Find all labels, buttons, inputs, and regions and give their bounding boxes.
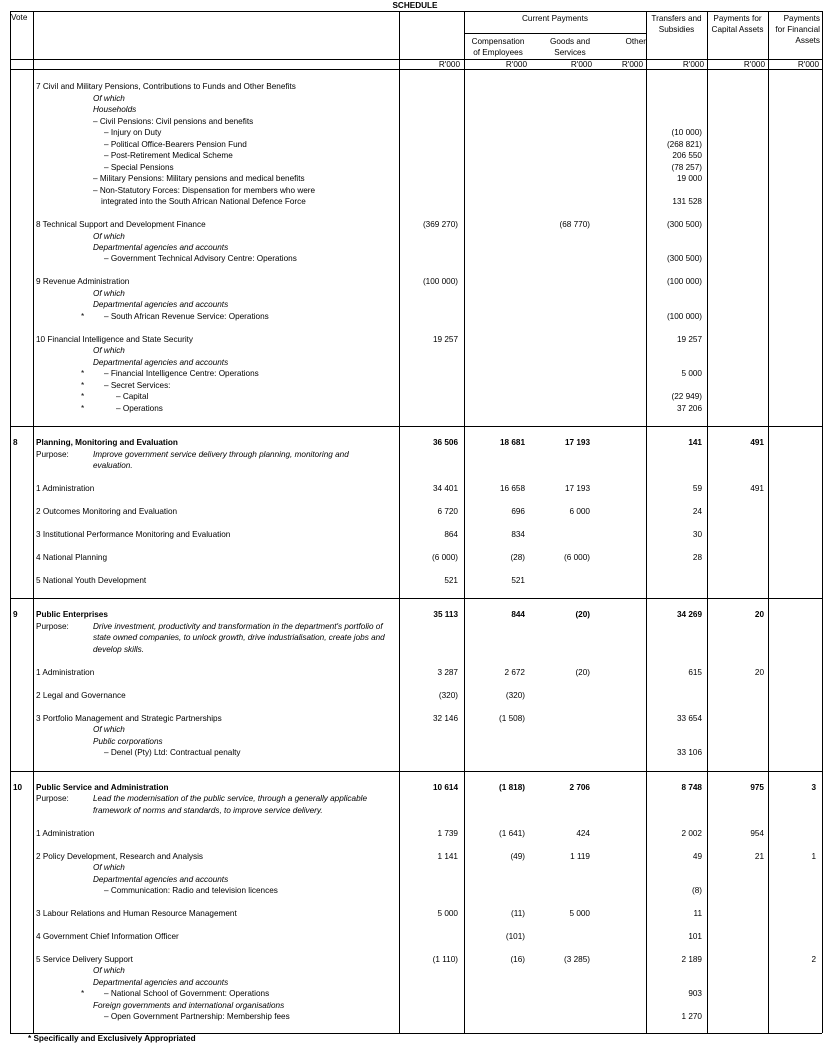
table-row bbox=[0, 127, 830, 139]
row-label: 5 Service Delivery Support bbox=[36, 955, 133, 964]
cell-c1: 19 257 bbox=[432, 335, 458, 344]
cell-c5: 30 bbox=[692, 530, 702, 539]
table-row bbox=[0, 828, 830, 840]
row-label: – Denel (Pty) Ltd: Contractual penalty bbox=[104, 748, 241, 757]
header-fin-line3: Assets bbox=[795, 36, 820, 45]
cell-c3: 17 193 bbox=[564, 438, 590, 447]
table-row bbox=[0, 276, 830, 288]
table-row bbox=[0, 116, 830, 128]
unit-financial: R'000 bbox=[797, 60, 819, 69]
cell-c2: 16 658 bbox=[499, 484, 525, 493]
cell-c5: 2 189 bbox=[681, 955, 702, 964]
cell-c1: (1 110) bbox=[432, 955, 458, 964]
table-row bbox=[0, 690, 830, 702]
cell-c7: 2 bbox=[811, 955, 816, 964]
cell-c5: 33 106 bbox=[676, 748, 702, 757]
purpose-text: framework of norms and standards, to improve service delivery. bbox=[93, 806, 323, 815]
cell-c3: 424 bbox=[576, 829, 590, 838]
row-label: Public Enterprises bbox=[36, 610, 108, 619]
cell-c5: 206 550 bbox=[672, 151, 702, 160]
cell-c5: (268 821) bbox=[666, 140, 702, 149]
purpose-text: state owned companies, to unlock growth, drive industrialisation, create jobs and bbox=[93, 633, 385, 642]
table-row bbox=[0, 805, 830, 817]
cell-c1: (320) bbox=[438, 691, 458, 700]
cell-c5: 33 654 bbox=[676, 714, 702, 723]
header-other: Other bbox=[625, 37, 646, 46]
cell-c2: (101) bbox=[505, 932, 525, 941]
header-transfers-line2: Subsidies bbox=[658, 25, 695, 34]
cell-c1: 3 287 bbox=[437, 668, 458, 677]
cell-c3: (20) bbox=[575, 610, 590, 619]
header-capital-line2: Capital Assets bbox=[711, 25, 764, 34]
table-row bbox=[0, 460, 830, 472]
cell-c5: (300 500) bbox=[666, 220, 702, 229]
row-label: – Special Pensions bbox=[104, 163, 174, 172]
row-label: Departmental agencies and accounts bbox=[93, 978, 229, 987]
table-row bbox=[0, 311, 830, 323]
table-row bbox=[0, 380, 830, 392]
row-label: 9 Revenue Administration bbox=[36, 277, 130, 286]
row-label: 2 Legal and Governance bbox=[36, 691, 126, 700]
table-row bbox=[0, 793, 830, 805]
appropriation-marker: * bbox=[81, 369, 85, 378]
cell-c5: 8 748 bbox=[681, 783, 702, 792]
cell-c3: 6 000 bbox=[569, 507, 590, 516]
table-row bbox=[0, 747, 830, 759]
cell-c5: 101 bbox=[688, 932, 702, 941]
cell-c1: 1 141 bbox=[437, 852, 458, 861]
table-row bbox=[0, 104, 830, 116]
row-label: Public Service and Administration bbox=[36, 783, 169, 792]
cell-c5: (10 000) bbox=[671, 128, 702, 137]
table-row bbox=[0, 253, 830, 265]
table-row bbox=[0, 391, 830, 403]
header-comp-line2: of Employees bbox=[473, 48, 523, 57]
cell-c6: 975 bbox=[750, 783, 764, 792]
cell-c6: 491 bbox=[750, 438, 764, 447]
purpose-text: Improve government service delivery through planning, monitoring and bbox=[93, 450, 349, 459]
cell-c3: (3 285) bbox=[564, 955, 590, 964]
row-label: integrated into the South African National Defence Force bbox=[101, 197, 306, 206]
purpose-label: Purpose: bbox=[36, 450, 69, 459]
cell-c1: 5 000 bbox=[437, 909, 458, 918]
table-row bbox=[0, 449, 830, 461]
table-row bbox=[0, 231, 830, 243]
row-label: Departmental agencies and accounts bbox=[93, 358, 229, 367]
cell-c3: 1 119 bbox=[570, 852, 590, 861]
table-row bbox=[0, 632, 830, 644]
row-label: – Capital bbox=[116, 392, 149, 401]
cell-c5: 37 206 bbox=[676, 404, 702, 413]
cell-c3: 2 706 bbox=[569, 783, 590, 792]
vote-number: 9 bbox=[13, 610, 18, 619]
table-row bbox=[0, 954, 830, 966]
header-current-payments: Current Payments bbox=[522, 14, 588, 23]
unit-total: R'000 bbox=[438, 60, 460, 69]
table-row bbox=[0, 713, 830, 725]
cell-c6: 20 bbox=[754, 610, 764, 619]
header-transfers-line1: Transfers and bbox=[651, 14, 702, 23]
unit-transfers: R'000 bbox=[682, 60, 704, 69]
cell-c5: 59 bbox=[692, 484, 702, 493]
table-row bbox=[0, 196, 830, 208]
cell-c5: 49 bbox=[692, 852, 702, 861]
cell-c5: (22 949) bbox=[671, 392, 702, 401]
cell-c2: (28) bbox=[510, 553, 525, 562]
cell-c5: 34 269 bbox=[676, 610, 702, 619]
row-label: Departmental agencies and accounts bbox=[93, 300, 229, 309]
row-label: Of which bbox=[93, 863, 125, 872]
cell-c2: 834 bbox=[511, 530, 525, 539]
cell-c2: (1 641) bbox=[499, 829, 525, 838]
table-row bbox=[0, 345, 830, 357]
table-row bbox=[0, 483, 830, 495]
row-label: 2 Policy Development, Research and Analysis bbox=[36, 852, 204, 861]
cell-c5: 19 000 bbox=[676, 174, 702, 183]
table-row bbox=[0, 1011, 830, 1023]
header-comp-line1: Compensation bbox=[471, 37, 525, 46]
row-label: – South African Revenue Service: Operations bbox=[104, 312, 269, 321]
cell-c5: 903 bbox=[688, 989, 702, 998]
table-row bbox=[0, 965, 830, 977]
cell-c3: (6 000) bbox=[564, 553, 590, 562]
row-label: 1 Administration bbox=[36, 484, 95, 493]
row-label: 10 Financial Intelligence and State Security bbox=[36, 335, 194, 344]
row-label: 3 Institutional Performance Monitoring and Evaluation bbox=[36, 530, 231, 539]
table-row bbox=[0, 219, 830, 231]
header-fin-line1: Payments bbox=[783, 14, 820, 23]
cell-c1: 1 739 bbox=[437, 829, 458, 838]
table-row bbox=[0, 782, 830, 794]
purpose-text: develop skills. bbox=[93, 645, 144, 654]
row-label: – Secret Services: bbox=[104, 381, 171, 390]
row-label: Of which bbox=[93, 232, 125, 241]
purpose-text: Drive investment, productivity and transformation in the department's portfolio of bbox=[93, 622, 383, 631]
cell-c5: 19 257 bbox=[676, 335, 702, 344]
cell-c1: 10 614 bbox=[432, 783, 458, 792]
cell-c2: (49) bbox=[510, 852, 525, 861]
row-label: 7 Civil and Military Pensions, Contributions to Funds and Other Benefits bbox=[36, 82, 296, 91]
row-label: – Military Pensions: Military pensions and medical benefits bbox=[93, 174, 305, 183]
vote-number: 8 bbox=[13, 438, 18, 447]
row-label: Planning, Monitoring and Evaluation bbox=[36, 438, 178, 447]
cell-c7: 1 bbox=[811, 852, 816, 861]
cell-c5: 11 bbox=[693, 909, 702, 918]
cell-c2: (320) bbox=[505, 691, 525, 700]
table-row bbox=[0, 173, 830, 185]
cell-c6: 21 bbox=[754, 852, 764, 861]
cell-c5: (78 257) bbox=[671, 163, 702, 172]
table-row bbox=[0, 736, 830, 748]
schedule-title: SCHEDULE bbox=[392, 1, 438, 10]
cell-c5: 2 002 bbox=[681, 829, 702, 838]
cell-c1: 32 146 bbox=[432, 714, 458, 723]
table-row bbox=[0, 242, 830, 254]
cell-c2: (1 818) bbox=[499, 783, 525, 792]
header-vote: Vote bbox=[11, 13, 28, 22]
cell-c1: (100 000) bbox=[422, 277, 458, 286]
purpose-text: evaluation. bbox=[93, 461, 133, 470]
table-row bbox=[0, 368, 830, 380]
row-label: Of which bbox=[93, 346, 125, 355]
footnote: * Specifically and Exclusively Appropriated bbox=[28, 1034, 196, 1043]
cell-c5: (100 000) bbox=[666, 312, 702, 321]
table-row bbox=[0, 851, 830, 863]
row-label: 8 Technical Support and Development Finance bbox=[36, 220, 206, 229]
unit-goods: R'000 bbox=[570, 60, 592, 69]
cell-c2: 521 bbox=[511, 576, 525, 585]
cell-c5: (300 500) bbox=[666, 254, 702, 263]
purpose-label: Purpose: bbox=[36, 622, 69, 631]
header-fin-line2: for Financial bbox=[775, 25, 820, 34]
table-row bbox=[0, 1000, 830, 1012]
cell-c3: 5 000 bbox=[569, 909, 590, 918]
purpose-text: Lead the modernisation of the public service, through a generally applicable bbox=[93, 794, 368, 803]
cell-c1: 36 506 bbox=[432, 438, 458, 447]
row-label: – Communication: Radio and television licences bbox=[104, 886, 278, 895]
cell-c2: 844 bbox=[511, 610, 525, 619]
table-row bbox=[0, 621, 830, 633]
table-row bbox=[0, 150, 830, 162]
appropriation-marker: * bbox=[81, 312, 85, 321]
table-row bbox=[0, 334, 830, 346]
table-row bbox=[0, 437, 830, 449]
row-label: 1 Administration bbox=[36, 829, 95, 838]
vote-number: 10 bbox=[13, 783, 23, 792]
table-row bbox=[0, 162, 830, 174]
table-row bbox=[0, 908, 830, 920]
row-label: – Non-Statutory Forces: Dispensation for members who were bbox=[93, 186, 316, 195]
row-label: Of which bbox=[93, 289, 125, 298]
cell-c1: (369 270) bbox=[422, 220, 458, 229]
cell-c3: (68 770) bbox=[559, 220, 590, 229]
row-label: – Open Government Partnership: Membership fees bbox=[104, 1012, 290, 1021]
cell-c2: (16) bbox=[510, 955, 525, 964]
row-label: Of which bbox=[93, 725, 125, 734]
row-label: – National School of Government: Operations bbox=[104, 989, 270, 998]
unit-comp: R'000 bbox=[505, 60, 527, 69]
row-label: – Injury on Duty bbox=[104, 128, 162, 137]
cell-c1: 521 bbox=[444, 576, 458, 585]
table-row bbox=[0, 357, 830, 369]
table-row bbox=[0, 874, 830, 886]
header-capital-line1: Payments for bbox=[713, 14, 762, 23]
cell-c1: (6 000) bbox=[432, 553, 458, 562]
row-label: – Civil Pensions: Civil pensions and benefits bbox=[93, 117, 254, 126]
table-row bbox=[0, 575, 830, 587]
table-row bbox=[0, 862, 830, 874]
cell-c1: 34 401 bbox=[432, 484, 458, 493]
row-label: Public corporations bbox=[93, 737, 163, 746]
cell-c5: 24 bbox=[692, 507, 702, 516]
cell-c6: 491 bbox=[750, 484, 764, 493]
row-label: 4 Government Chief Information Officer bbox=[36, 932, 179, 941]
table-row bbox=[0, 506, 830, 518]
cell-c2: 696 bbox=[511, 507, 525, 516]
cell-c5: 131 528 bbox=[672, 197, 702, 206]
table-row bbox=[0, 185, 830, 197]
row-label: – Political Office-Bearers Pension Fund bbox=[104, 140, 247, 149]
cell-c6: 20 bbox=[754, 668, 764, 677]
table-row bbox=[0, 403, 830, 415]
header-goods-line2: Services bbox=[554, 48, 586, 57]
table-row bbox=[0, 529, 830, 541]
table-row bbox=[0, 139, 830, 151]
appropriation-marker: * bbox=[81, 989, 85, 998]
row-label: – Financial Intelligence Centre: Operations bbox=[104, 369, 259, 378]
table-row bbox=[0, 931, 830, 943]
row-label: 3 Portfolio Management and Strategic Partnerships bbox=[36, 714, 222, 723]
cell-c5: 1 270 bbox=[681, 1012, 702, 1021]
table-row bbox=[0, 885, 830, 897]
appropriation-marker: * bbox=[81, 392, 85, 401]
unit-other: R'000 bbox=[621, 60, 643, 69]
table-row bbox=[0, 609, 830, 621]
cell-c5: 141 bbox=[688, 438, 702, 447]
cell-c5: 5 000 bbox=[681, 369, 702, 378]
purpose-label: Purpose: bbox=[36, 794, 69, 803]
cell-c2: 2 672 bbox=[504, 668, 525, 677]
row-label: Departmental agencies and accounts bbox=[93, 243, 229, 252]
row-label: – Government Technical Advisory Centre: Operations bbox=[104, 254, 297, 263]
row-label: Of which bbox=[93, 966, 125, 975]
appropriation-marker: * bbox=[81, 404, 85, 413]
cell-c1: 864 bbox=[444, 530, 458, 539]
table-row bbox=[0, 644, 830, 656]
cell-c2: 18 681 bbox=[499, 438, 525, 447]
cell-c6: 954 bbox=[750, 829, 764, 838]
appropriation-marker: * bbox=[81, 381, 85, 390]
table-row bbox=[0, 988, 830, 1000]
row-label: 3 Labour Relations and Human Resource Management bbox=[36, 909, 237, 918]
cell-c5: (8) bbox=[691, 886, 702, 895]
table-row bbox=[0, 667, 830, 679]
table-row bbox=[0, 552, 830, 564]
cell-c1: 6 720 bbox=[437, 507, 458, 516]
cell-c3: 17 193 bbox=[564, 484, 590, 493]
row-label: – Operations bbox=[116, 404, 163, 413]
row-label: Households bbox=[93, 105, 137, 114]
table-row bbox=[0, 977, 830, 989]
row-label: Foreign governments and international organisations bbox=[93, 1001, 285, 1010]
row-label: 5 National Youth Development bbox=[36, 576, 147, 585]
cell-c5: 28 bbox=[692, 553, 702, 562]
row-label: – Post-Retirement Medical Scheme bbox=[104, 151, 233, 160]
header-goods-line1: Goods and bbox=[549, 37, 591, 46]
table-row bbox=[0, 93, 830, 105]
row-label: Of which bbox=[93, 94, 125, 103]
cell-c2: (11) bbox=[511, 909, 525, 918]
table-row bbox=[0, 288, 830, 300]
table-row bbox=[0, 724, 830, 736]
cell-c5: (100 000) bbox=[666, 277, 702, 286]
cell-c1: 35 113 bbox=[433, 610, 458, 619]
unit-capital: R'000 bbox=[743, 60, 765, 69]
table-row bbox=[0, 299, 830, 311]
row-label: 1 Administration bbox=[36, 668, 95, 677]
cell-c3: (20) bbox=[575, 668, 590, 677]
row-label: Departmental agencies and accounts bbox=[93, 875, 229, 884]
row-label: 4 National Planning bbox=[36, 553, 108, 562]
cell-c5: 615 bbox=[688, 668, 702, 677]
cell-c7: 3 bbox=[811, 783, 816, 792]
table-row bbox=[0, 81, 830, 93]
row-label: 2 Outcomes Monitoring and Evaluation bbox=[36, 507, 178, 516]
cell-c2: (1 508) bbox=[499, 714, 525, 723]
